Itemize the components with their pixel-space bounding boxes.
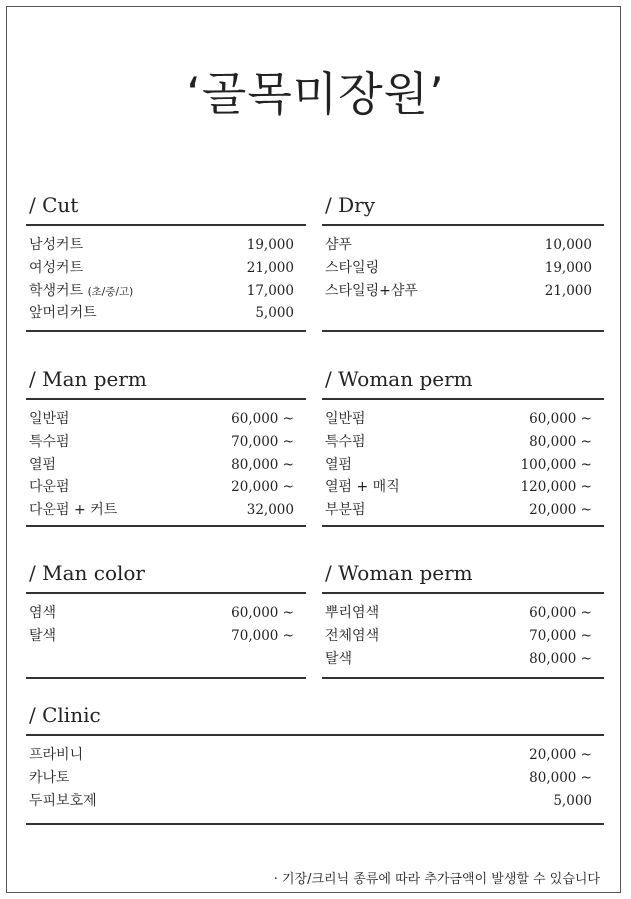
section-heading: / Man perm <box>29 367 147 391</box>
section-woman-color <box>322 558 604 670</box>
menu-item: 탈색 80,000 ~ <box>325 650 592 667</box>
menu-item: 열펌 100,000 ~ <box>325 456 592 473</box>
divider <box>26 330 306 332</box>
menu-item: 특수펌 70,000 ~ <box>29 433 294 450</box>
salon-title: ‘골목미장원’ <box>186 67 445 121</box>
menu-item: 부분펌 20,000 ~ <box>325 502 592 519</box>
menu-item: 뿌리염색 60,000 ~ <box>325 605 592 621</box>
menu-item: 일반펌 60,000 ~ <box>325 411 592 427</box>
divider <box>322 525 604 527</box>
section-dry <box>322 190 604 302</box>
menu-item: 염색 60,000 ~ <box>29 605 294 621</box>
footer-note: · 기장/크리닉 종류에 따라 추가금액이 발생할 수 있습니다 <box>273 872 600 887</box>
menu-item: 카나토 80,000 ~ <box>29 769 592 786</box>
divider <box>26 525 306 527</box>
section-heading: / Cut <box>29 193 79 217</box>
section-heading: / Clinic <box>29 703 101 727</box>
section-heading: / Woman perm <box>325 561 473 585</box>
divider <box>322 677 604 679</box>
divider <box>26 677 306 679</box>
menu-item: 일반펌 60,000 ~ <box>29 411 294 427</box>
section-clinic <box>26 700 604 812</box>
menu-item: 스타일링 19,000 <box>325 259 592 276</box>
menu-item: 다운펌 20,000 ~ <box>29 479 294 496</box>
menu-item: 여성커트 21,000 <box>29 259 294 276</box>
menu-item: 탈색 70,000 ~ <box>29 627 294 644</box>
section-man-color <box>26 558 306 648</box>
menu-item: 특수펌 80,000 ~ <box>325 433 592 450</box>
menu-item: 프라비니 20,000 ~ <box>29 747 592 763</box>
divider <box>26 823 604 825</box>
section-heading: / Woman perm <box>325 367 473 391</box>
menu-item: 남성커트 19,000 <box>29 237 294 253</box>
menu-item: 열펌 80,000 ~ <box>29 456 294 473</box>
menu-item: 열펌 + 매직 120,000 ~ <box>325 479 592 496</box>
section-cut <box>26 190 306 325</box>
menu-item: 스타일링+샴푸 21,000 <box>325 282 592 299</box>
menu-item: 두피보호제 5,000 <box>29 792 592 809</box>
section-man-perm <box>26 364 306 522</box>
menu-item: 다운펌 + 커트 32,000 <box>29 502 294 519</box>
menu-item: 전체염색 70,000 ~ <box>325 627 592 644</box>
section-woman-perm <box>322 364 604 522</box>
section-heading: / Man color <box>29 561 145 585</box>
menu-item: 샴푸 10,000 <box>325 237 592 253</box>
menu-item: 앞머리커트 5,000 <box>29 305 294 322</box>
divider <box>322 330 604 332</box>
section-heading: / Dry <box>325 193 375 217</box>
menu-item: 학생커트 (초/중/고) 17,000 <box>29 282 294 299</box>
